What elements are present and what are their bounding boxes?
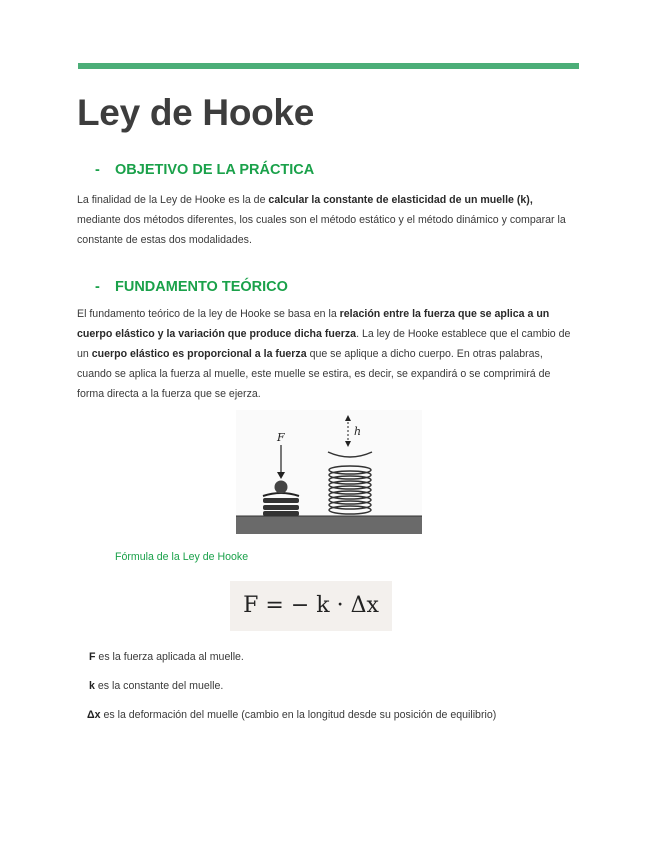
theory-text-bold-1: relación entre la fuerza que se aplica a un cuerpo elástico y la variación que produce dicha fuerza <box>77 308 550 340</box>
theory-heading <box>95 279 288 295</box>
heading-bullet: - <box>95 162 100 178</box>
definition-k <box>89 680 223 692</box>
hooke-formula: F = − k · Δx <box>243 593 379 618</box>
definition-symbol: k <box>89 680 95 692</box>
heading-bullet: - <box>95 279 100 295</box>
objective-heading-text: OBJETIVO DE LA PRÁCTICA <box>115 162 315 178</box>
theory-text-1: El fundamento teórico de la ley de Hooke se basa en la <box>77 308 340 320</box>
page-title: Ley de Hooke <box>77 92 314 133</box>
objective-paragraph <box>77 190 577 250</box>
force-label: F <box>277 431 285 444</box>
objective-text-bold: calcular la constante de elasticidad de un muelle (k), <box>268 194 533 206</box>
definition-symbol: Δx <box>87 709 101 721</box>
definition-f <box>89 651 244 663</box>
definition-text: es la constante del muelle. <box>94 680 224 692</box>
height-label: h <box>354 425 362 438</box>
formula-box <box>230 581 392 631</box>
definition-text: es la fuerza aplicada al muelle. <box>95 651 244 663</box>
objective-heading <box>95 162 314 178</box>
objective-text-1: La finalidad de la Ley de Hooke es la de <box>77 194 269 206</box>
theory-text-bold-2: cuerpo elástico es proporcional a la fuerza <box>91 348 307 360</box>
definition-delta-x <box>87 709 496 721</box>
ground-base <box>236 516 422 534</box>
ball <box>275 481 288 494</box>
definition-symbol: F <box>89 651 96 663</box>
theory-text-2: . La ley de Hooke establece que el cambio de un <box>77 328 571 360</box>
definition-text: es la deformación del muelle (cambio en la longitud desde su posición de equilibrio) <box>100 709 497 721</box>
top-accent-rule <box>78 63 579 69</box>
theory-heading-text: FUNDAMENTO TEÓRICO <box>115 279 288 295</box>
formula-caption: Fórmula de la Ley de Hooke <box>115 551 249 563</box>
objective-text-2: mediante dos métodos diferentes, los cuales son el método estático y el método dinámico y comparar la constante de estas dos modalidades. <box>77 214 566 246</box>
theory-text-3: que se aplique a dicho cuerpo. En otras palabras, cuando se aplica la fuerza al muelle, este muelle se estira, es decir, se expandirá o se comprimirá de forma directa a la fuerza que se ejerza. <box>77 348 551 400</box>
spring-illustration <box>236 410 422 534</box>
theory-paragraph <box>77 304 577 404</box>
